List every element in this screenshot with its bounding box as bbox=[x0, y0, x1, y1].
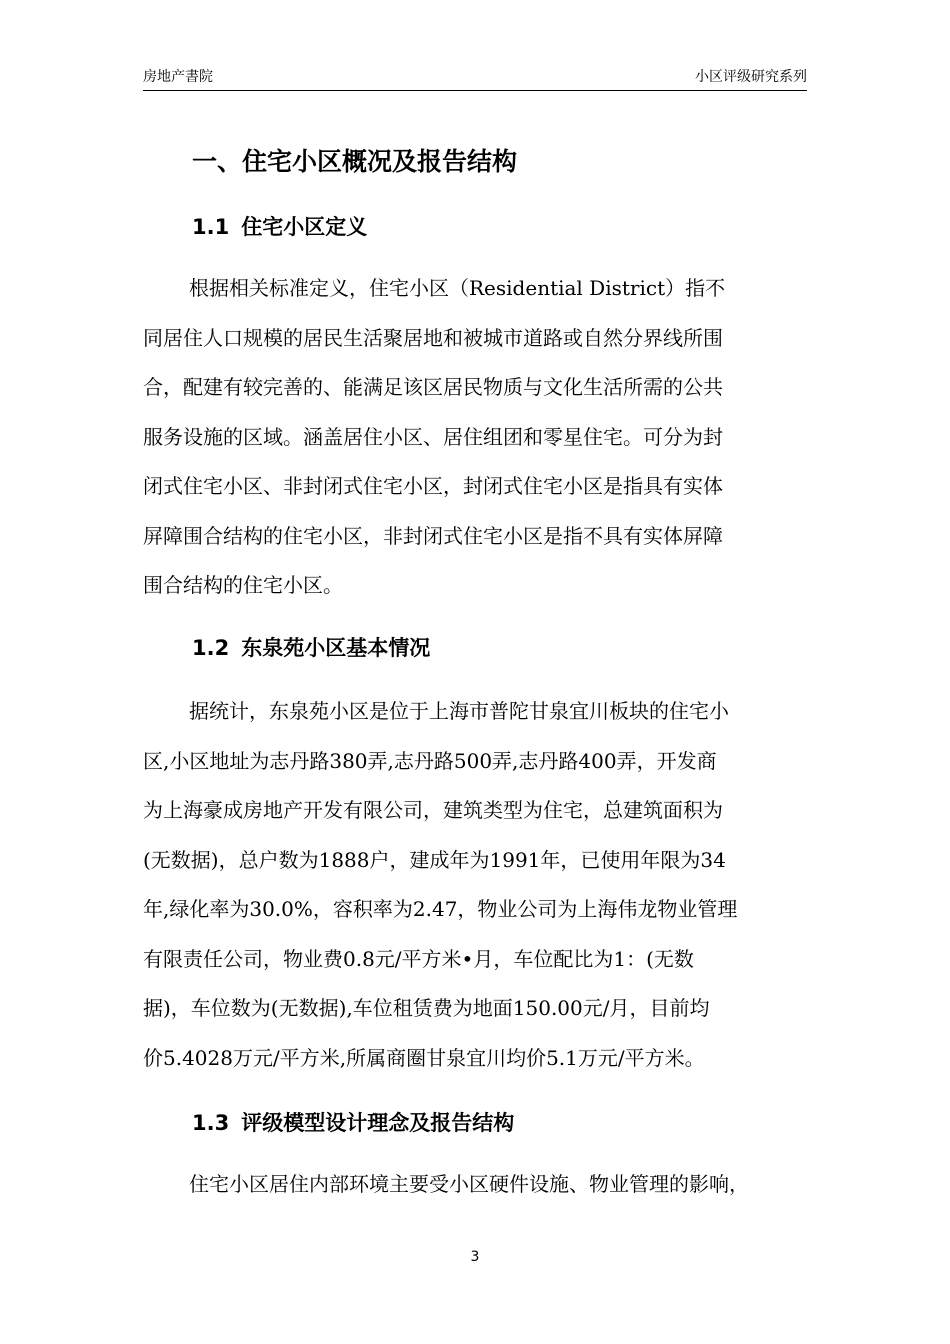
page-number: 3 bbox=[470, 1249, 480, 1265]
paragraph-line: 有限责任公司，物业费0.8元/平方米•月，车位配比为1：(无数 bbox=[143, 946, 694, 971]
section-number: 1.1 bbox=[192, 215, 230, 239]
paragraph-line: (无数据)，总户数为1888户，建成年为1991年，已使用年限为34 bbox=[143, 847, 726, 872]
header-divider bbox=[143, 90, 807, 91]
paragraph-line: 住宅小区居住内部环境主要受小区硬件设施、物业管理的影响， bbox=[189, 1172, 749, 1196]
page-header bbox=[143, 66, 807, 88]
paragraph-line: 闭式住宅小区、非封闭式住宅小区，封闭式住宅小区是指具有实体 bbox=[143, 474, 723, 498]
paragraph-line: 据)，车位数为(无数据),车位租赁费为地面150.00元/月，目前均 bbox=[143, 996, 710, 1020]
paragraph-line: 年,绿化率为30.0%，容积率为2.47，物业公司为上海伟龙物业管理 bbox=[143, 897, 738, 921]
section-heading-1-2 bbox=[192, 631, 430, 665]
paragraph-line: 同居住人口规模的居民生活聚居地和被城市道路或自然分界线所围 bbox=[143, 325, 723, 350]
paragraph-line: 屏障围合结构的住宅小区，非封闭式住宅小区是指不具有实体屏障 bbox=[143, 523, 723, 548]
paragraph-line: 为上海豪成房地产开发有限公司，建筑类型为住宅，总建筑面积为 bbox=[143, 798, 723, 822]
paragraph-definition bbox=[143, 264, 808, 611]
paragraph-line: 围合结构的住宅小区。 bbox=[143, 573, 343, 597]
section-number: 1.3 bbox=[192, 1111, 230, 1135]
section-title: 住宅小区定义 bbox=[241, 215, 368, 239]
paragraph-line: 区,小区地址为志丹路380弄,志丹路500弄,志丹路400弄，开发商 bbox=[143, 748, 717, 773]
chapter-title: 一、住宅小区概况及报告结构 bbox=[192, 147, 518, 176]
paragraph-line: 合，配建有较完善的、能满足该区居民物质与文化生活所需的公共 bbox=[143, 375, 723, 399]
header-publisher: 房地产書院 bbox=[143, 69, 213, 85]
section-title: 评级模型设计理念及报告结构 bbox=[241, 1111, 515, 1135]
header-series-title: 小区评级研究系列 bbox=[695, 69, 807, 85]
paragraph-model-design bbox=[143, 1160, 808, 1210]
paragraph-community-info bbox=[143, 687, 808, 1083]
section-title: 东泉苑小区基本情况 bbox=[241, 636, 431, 660]
section-heading-1-1 bbox=[192, 210, 367, 244]
paragraph-line: 根据相关标准定义，住宅小区（Residential District）指不 bbox=[189, 276, 726, 300]
paragraph-line: 服务设施的区域。涵盖居住小区、居住组团和零星住宅。可分为封 bbox=[143, 424, 723, 449]
section-number: 1.2 bbox=[192, 636, 230, 660]
paragraph-line: 价5.4028万元/平方米,所属商圈甘泉宜川均价5.1万元/平方米。 bbox=[143, 1045, 705, 1070]
section-heading-1-3 bbox=[192, 1106, 514, 1140]
paragraph-line: 据统计，东泉苑小区是位于上海市普陀甘泉宜川板块的住宅小 bbox=[189, 699, 729, 723]
